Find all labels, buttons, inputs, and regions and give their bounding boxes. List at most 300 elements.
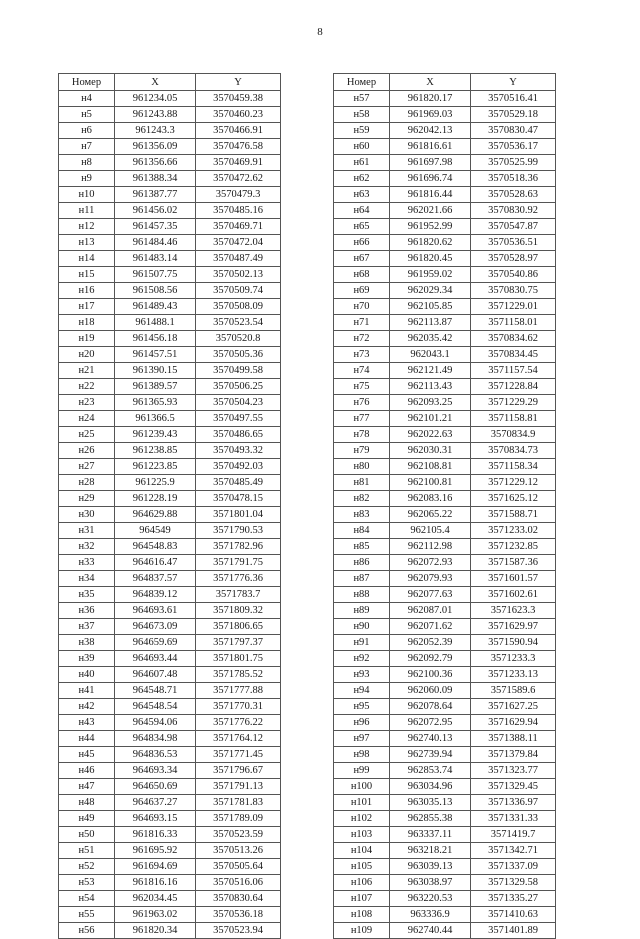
table-row (59, 795, 281, 811)
point-number-cell: н90 (334, 619, 390, 635)
table-row (334, 443, 556, 459)
y-coordinate-cell: 3570547.87 (471, 219, 556, 235)
point-number-cell: н93 (334, 667, 390, 683)
point-number-cell: н7 (59, 139, 115, 155)
point-number-cell: н83 (334, 507, 390, 523)
x-coordinate-cell: 962072.93 (390, 555, 471, 571)
table-row (334, 123, 556, 139)
y-coordinate-cell: 3570834.9 (471, 427, 556, 443)
y-coordinate-cell: 3570472.62 (196, 171, 281, 187)
x-coordinate-cell: 962740.13 (390, 731, 471, 747)
x-coordinate-cell: 962078.64 (390, 699, 471, 715)
x-coordinate-cell: 964650.69 (115, 779, 196, 795)
table-row (334, 139, 556, 155)
y-coordinate-cell: 3571335.27 (471, 891, 556, 907)
table-row (59, 475, 281, 491)
y-coordinate-cell: 3571801.75 (196, 651, 281, 667)
x-coordinate-cell: 964594.06 (115, 715, 196, 731)
point-number-cell: н57 (334, 91, 390, 107)
table-row (334, 811, 556, 827)
point-number-cell: н12 (59, 219, 115, 235)
y-coordinate-cell: 3570834.45 (471, 347, 556, 363)
x-coordinate-cell: 961959.02 (390, 267, 471, 283)
y-coordinate-cell: 3571776.36 (196, 571, 281, 587)
point-number-cell: н60 (334, 139, 390, 155)
table-row (334, 715, 556, 731)
x-coordinate-cell: 961820.62 (390, 235, 471, 251)
point-number-cell: н27 (59, 459, 115, 475)
y-coordinate-cell: 3570502.13 (196, 267, 281, 283)
table-row (334, 459, 556, 475)
table-row (59, 283, 281, 299)
point-number-cell: н22 (59, 379, 115, 395)
y-coordinate-cell: 3570485.49 (196, 475, 281, 491)
x-coordinate-cell: 961457.35 (115, 219, 196, 235)
point-number-cell: н9 (59, 171, 115, 187)
point-number-cell: н100 (334, 779, 390, 795)
x-coordinate-cell: 961695.92 (115, 843, 196, 859)
point-number-cell: н63 (334, 187, 390, 203)
point-number-cell: н96 (334, 715, 390, 731)
point-number-cell: н66 (334, 235, 390, 251)
point-number-cell: н102 (334, 811, 390, 827)
y-coordinate-cell: 3571801.04 (196, 507, 281, 523)
x-coordinate-cell: 961694.69 (115, 859, 196, 875)
point-number-cell: н62 (334, 171, 390, 187)
point-number-cell: н106 (334, 875, 390, 891)
x-coordinate-cell: 963336.9 (390, 907, 471, 923)
y-coordinate-cell: 3571157.54 (471, 363, 556, 379)
y-coordinate-cell: 3571158.01 (471, 315, 556, 331)
point-number-cell: н92 (334, 651, 390, 667)
y-coordinate-cell: 3570830.64 (196, 891, 281, 907)
y-coordinate-cell: 3571588.71 (471, 507, 556, 523)
table-row (334, 107, 556, 123)
point-number-cell: н79 (334, 443, 390, 459)
point-number-cell: н52 (59, 859, 115, 875)
header-x: X (115, 74, 196, 91)
x-coordinate-cell: 961484.46 (115, 235, 196, 251)
table-row (59, 107, 281, 123)
y-coordinate-cell: 3571764.12 (196, 731, 281, 747)
x-coordinate-cell: 964693.34 (115, 763, 196, 779)
y-coordinate-cell: 3570830.92 (471, 203, 556, 219)
x-coordinate-cell: 962093.25 (390, 395, 471, 411)
y-coordinate-cell: 3570505.36 (196, 347, 281, 363)
y-coordinate-cell: 3570518.36 (471, 171, 556, 187)
x-coordinate-cell: 962112.98 (390, 539, 471, 555)
table-header-row (59, 74, 281, 91)
coordinates-table-left (58, 73, 281, 939)
y-coordinate-cell: 3570834.62 (471, 331, 556, 347)
x-coordinate-cell: 962121.49 (390, 363, 471, 379)
x-coordinate-cell: 962853.74 (390, 763, 471, 779)
point-number-cell: н40 (59, 667, 115, 683)
table-row (334, 635, 556, 651)
y-coordinate-cell: 3570469.71 (196, 219, 281, 235)
y-coordinate-cell: 3571410.63 (471, 907, 556, 923)
x-coordinate-cell: 964837.57 (115, 571, 196, 587)
header-number: Номер (334, 74, 390, 91)
x-coordinate-cell: 962042.13 (390, 123, 471, 139)
x-coordinate-cell: 962029.34 (390, 283, 471, 299)
x-coordinate-cell: 961225.9 (115, 475, 196, 491)
table-row (59, 667, 281, 683)
point-number-cell: н11 (59, 203, 115, 219)
x-coordinate-cell: 964673.09 (115, 619, 196, 635)
y-coordinate-cell: 3570834.73 (471, 443, 556, 459)
y-coordinate-cell: 3571336.97 (471, 795, 556, 811)
y-coordinate-cell: 3571331.33 (471, 811, 556, 827)
x-coordinate-cell: 961387.77 (115, 187, 196, 203)
table-row (59, 443, 281, 459)
table-row (59, 411, 281, 427)
x-coordinate-cell: 961238.85 (115, 443, 196, 459)
page-number: 8 (317, 26, 323, 38)
y-coordinate-cell: 3570523.59 (196, 827, 281, 843)
x-coordinate-cell: 962077.63 (390, 587, 471, 603)
x-coordinate-cell: 961963.02 (115, 907, 196, 923)
table-row (334, 555, 556, 571)
table-row (59, 699, 281, 715)
point-number-cell: н14 (59, 251, 115, 267)
x-coordinate-cell: 961820.34 (115, 923, 196, 939)
y-coordinate-cell: 3571323.77 (471, 763, 556, 779)
table-row (59, 427, 281, 443)
y-coordinate-cell: 3571229.29 (471, 395, 556, 411)
y-coordinate-cell: 3570466.91 (196, 123, 281, 139)
point-number-cell: н51 (59, 843, 115, 859)
y-coordinate-cell: 3570486.65 (196, 427, 281, 443)
y-coordinate-cell: 3571229.12 (471, 475, 556, 491)
y-coordinate-cell: 3570540.86 (471, 267, 556, 283)
point-number-cell: н69 (334, 283, 390, 299)
x-coordinate-cell: 962035.42 (390, 331, 471, 347)
x-coordinate-cell: 964836.53 (115, 747, 196, 763)
table-row (334, 347, 556, 363)
table-row (59, 203, 281, 219)
y-coordinate-cell: 3570506.25 (196, 379, 281, 395)
x-coordinate-cell: 964549 (115, 523, 196, 539)
x-coordinate-cell: 962105.85 (390, 299, 471, 315)
table-row (59, 459, 281, 475)
y-coordinate-cell: 3571806.65 (196, 619, 281, 635)
table-row (59, 779, 281, 795)
header-y: Y (471, 74, 556, 91)
x-coordinate-cell: 961239.43 (115, 427, 196, 443)
table-row (59, 251, 281, 267)
header-y: Y (196, 74, 281, 91)
table-row (59, 843, 281, 859)
table-row (334, 475, 556, 491)
point-number-cell: н29 (59, 491, 115, 507)
point-number-cell: н85 (334, 539, 390, 555)
y-coordinate-cell: 3571809.32 (196, 603, 281, 619)
y-coordinate-cell: 3570476.58 (196, 139, 281, 155)
y-coordinate-cell: 3571797.37 (196, 635, 281, 651)
point-number-cell: н105 (334, 859, 390, 875)
y-coordinate-cell: 3571629.97 (471, 619, 556, 635)
y-coordinate-cell: 3571783.7 (196, 587, 281, 603)
point-number-cell: н45 (59, 747, 115, 763)
y-coordinate-cell: 3570459.38 (196, 91, 281, 107)
table-row (334, 923, 556, 939)
table-row (334, 699, 556, 715)
x-coordinate-cell: 961389.57 (115, 379, 196, 395)
x-coordinate-cell: 961508.56 (115, 283, 196, 299)
table-row (334, 315, 556, 331)
point-number-cell: н94 (334, 683, 390, 699)
point-number-cell: н91 (334, 635, 390, 651)
x-coordinate-cell: 961356.09 (115, 139, 196, 155)
table-row (334, 651, 556, 667)
point-number-cell: н70 (334, 299, 390, 315)
table-row (334, 283, 556, 299)
y-coordinate-cell: 3570520.8 (196, 331, 281, 347)
x-coordinate-cell: 961507.75 (115, 267, 196, 283)
point-number-cell: н99 (334, 763, 390, 779)
table-row (59, 651, 281, 667)
x-coordinate-cell: 962740.44 (390, 923, 471, 939)
y-coordinate-cell: 3571782.96 (196, 539, 281, 555)
table-row (334, 267, 556, 283)
point-number-cell: н107 (334, 891, 390, 907)
x-coordinate-cell: 962101.21 (390, 411, 471, 427)
point-number-cell: н25 (59, 427, 115, 443)
point-number-cell: н89 (334, 603, 390, 619)
point-number-cell: н26 (59, 443, 115, 459)
point-number-cell: н77 (334, 411, 390, 427)
point-number-cell: н58 (334, 107, 390, 123)
y-coordinate-cell: 3571329.58 (471, 875, 556, 891)
table-row (334, 603, 556, 619)
x-coordinate-cell: 964693.15 (115, 811, 196, 827)
y-coordinate-cell: 3570523.94 (196, 923, 281, 939)
point-number-cell: н24 (59, 411, 115, 427)
table-row (334, 331, 556, 347)
point-number-cell: н21 (59, 363, 115, 379)
y-coordinate-cell: 3570536.17 (471, 139, 556, 155)
x-coordinate-cell: 961234.05 (115, 91, 196, 107)
x-coordinate-cell: 961228.19 (115, 491, 196, 507)
point-number-cell: н20 (59, 347, 115, 363)
x-coordinate-cell: 963038.97 (390, 875, 471, 891)
y-coordinate-cell: 3570536.51 (471, 235, 556, 251)
y-coordinate-cell: 3570504.23 (196, 395, 281, 411)
table-row (59, 395, 281, 411)
point-number-cell: н47 (59, 779, 115, 795)
table-row (334, 571, 556, 587)
point-number-cell: н8 (59, 155, 115, 171)
x-coordinate-cell: 961456.18 (115, 331, 196, 347)
y-coordinate-cell: 3570469.91 (196, 155, 281, 171)
table-row (59, 539, 281, 555)
y-coordinate-cell: 3571785.52 (196, 667, 281, 683)
y-coordinate-cell: 3570525.99 (471, 155, 556, 171)
point-number-cell: н6 (59, 123, 115, 139)
x-coordinate-cell: 964637.27 (115, 795, 196, 811)
x-coordinate-cell: 961696.74 (390, 171, 471, 187)
x-coordinate-cell: 964693.61 (115, 603, 196, 619)
x-coordinate-cell: 961816.33 (115, 827, 196, 843)
point-number-cell: н13 (59, 235, 115, 251)
point-number-cell: н86 (334, 555, 390, 571)
table-row (334, 363, 556, 379)
table-row (59, 491, 281, 507)
y-coordinate-cell: 3571232.85 (471, 539, 556, 555)
y-coordinate-cell: 3571329.45 (471, 779, 556, 795)
table-row (334, 667, 556, 683)
x-coordinate-cell: 962100.36 (390, 667, 471, 683)
table-row (59, 155, 281, 171)
y-coordinate-cell: 3571629.94 (471, 715, 556, 731)
y-coordinate-cell: 3571233.3 (471, 651, 556, 667)
y-coordinate-cell: 3571379.84 (471, 747, 556, 763)
table-row (334, 187, 556, 203)
table-row (334, 539, 556, 555)
point-number-cell: н18 (59, 315, 115, 331)
y-coordinate-cell: 3571233.02 (471, 523, 556, 539)
table-row (59, 571, 281, 587)
table-row (334, 683, 556, 699)
x-coordinate-cell: 962113.43 (390, 379, 471, 395)
point-number-cell: н103 (334, 827, 390, 843)
point-number-cell: н72 (334, 331, 390, 347)
table-row (334, 219, 556, 235)
x-coordinate-cell: 961243.88 (115, 107, 196, 123)
point-number-cell: н54 (59, 891, 115, 907)
y-coordinate-cell: 3571229.01 (471, 299, 556, 315)
table-row (59, 891, 281, 907)
x-coordinate-cell: 963039.13 (390, 859, 471, 875)
table-row (59, 763, 281, 779)
table-row (334, 155, 556, 171)
table-row (59, 331, 281, 347)
y-coordinate-cell: 3571158.81 (471, 411, 556, 427)
header-number: Номер (59, 74, 115, 91)
table-row (334, 411, 556, 427)
point-number-cell: н37 (59, 619, 115, 635)
point-number-cell: н49 (59, 811, 115, 827)
table-row (59, 219, 281, 235)
point-number-cell: н39 (59, 651, 115, 667)
point-number-cell: н84 (334, 523, 390, 539)
x-coordinate-cell: 961223.85 (115, 459, 196, 475)
table-row (334, 203, 556, 219)
table-row (59, 683, 281, 699)
x-coordinate-cell: 964548.83 (115, 539, 196, 555)
y-coordinate-cell: 3570493.32 (196, 443, 281, 459)
table-row (59, 363, 281, 379)
point-number-cell: н59 (334, 123, 390, 139)
table-row (334, 91, 556, 107)
x-coordinate-cell: 961489.43 (115, 299, 196, 315)
table-row (59, 523, 281, 539)
point-number-cell: н33 (59, 555, 115, 571)
x-coordinate-cell: 963337.11 (390, 827, 471, 843)
table-row (59, 379, 281, 395)
y-coordinate-cell: 3571388.11 (471, 731, 556, 747)
point-number-cell: н81 (334, 475, 390, 491)
point-number-cell: н68 (334, 267, 390, 283)
x-coordinate-cell: 962100.81 (390, 475, 471, 491)
table-row (334, 427, 556, 443)
y-coordinate-cell: 3570830.47 (471, 123, 556, 139)
y-coordinate-cell: 3571790.53 (196, 523, 281, 539)
point-number-cell: н36 (59, 603, 115, 619)
table-row (59, 747, 281, 763)
table-row (59, 907, 281, 923)
x-coordinate-cell: 964607.48 (115, 667, 196, 683)
y-coordinate-cell: 3571771.45 (196, 747, 281, 763)
point-number-cell: н80 (334, 459, 390, 475)
y-coordinate-cell: 3571781.83 (196, 795, 281, 811)
x-coordinate-cell: 961388.34 (115, 171, 196, 187)
point-number-cell: н50 (59, 827, 115, 843)
y-coordinate-cell: 3570830.75 (471, 283, 556, 299)
x-coordinate-cell: 961952.99 (390, 219, 471, 235)
x-coordinate-cell: 963034.96 (390, 779, 471, 795)
header-x: X (390, 74, 471, 91)
table-row (59, 827, 281, 843)
table-row (59, 859, 281, 875)
y-coordinate-cell: 3571228.84 (471, 379, 556, 395)
x-coordinate-cell: 962855.38 (390, 811, 471, 827)
x-coordinate-cell: 961356.66 (115, 155, 196, 171)
x-coordinate-cell: 961816.16 (115, 875, 196, 891)
y-coordinate-cell: 3571789.09 (196, 811, 281, 827)
x-coordinate-cell: 962065.22 (390, 507, 471, 523)
table-row (59, 315, 281, 331)
x-coordinate-cell: 964839.12 (115, 587, 196, 603)
table-row (59, 235, 281, 251)
x-coordinate-cell: 962083.16 (390, 491, 471, 507)
point-number-cell: н109 (334, 923, 390, 939)
x-coordinate-cell: 964629.88 (115, 507, 196, 523)
x-coordinate-cell: 964616.47 (115, 555, 196, 571)
table-row (59, 171, 281, 187)
x-coordinate-cell: 961457.51 (115, 347, 196, 363)
table-row (59, 587, 281, 603)
coordinates-table-right (333, 73, 556, 939)
point-number-cell: н95 (334, 699, 390, 715)
point-number-cell: н108 (334, 907, 390, 923)
y-coordinate-cell: 3571601.57 (471, 571, 556, 587)
x-coordinate-cell: 962105.4 (390, 523, 471, 539)
table-row (59, 123, 281, 139)
y-coordinate-cell: 3571589.6 (471, 683, 556, 699)
table-row (334, 251, 556, 267)
point-number-cell: н4 (59, 91, 115, 107)
point-number-cell: н10 (59, 187, 115, 203)
y-coordinate-cell: 3570487.49 (196, 251, 281, 267)
y-coordinate-cell: 3571602.61 (471, 587, 556, 603)
table-row (334, 507, 556, 523)
y-coordinate-cell: 3570536.18 (196, 907, 281, 923)
table-row (334, 875, 556, 891)
point-number-cell: н88 (334, 587, 390, 603)
point-number-cell: н15 (59, 267, 115, 283)
table-row (334, 891, 556, 907)
point-number-cell: н75 (334, 379, 390, 395)
point-number-cell: н31 (59, 523, 115, 539)
x-coordinate-cell: 962087.01 (390, 603, 471, 619)
table-row (334, 171, 556, 187)
y-coordinate-cell: 3571587.36 (471, 555, 556, 571)
y-coordinate-cell: 3570513.26 (196, 843, 281, 859)
point-number-cell: н56 (59, 923, 115, 939)
y-coordinate-cell: 3571401.89 (471, 923, 556, 939)
